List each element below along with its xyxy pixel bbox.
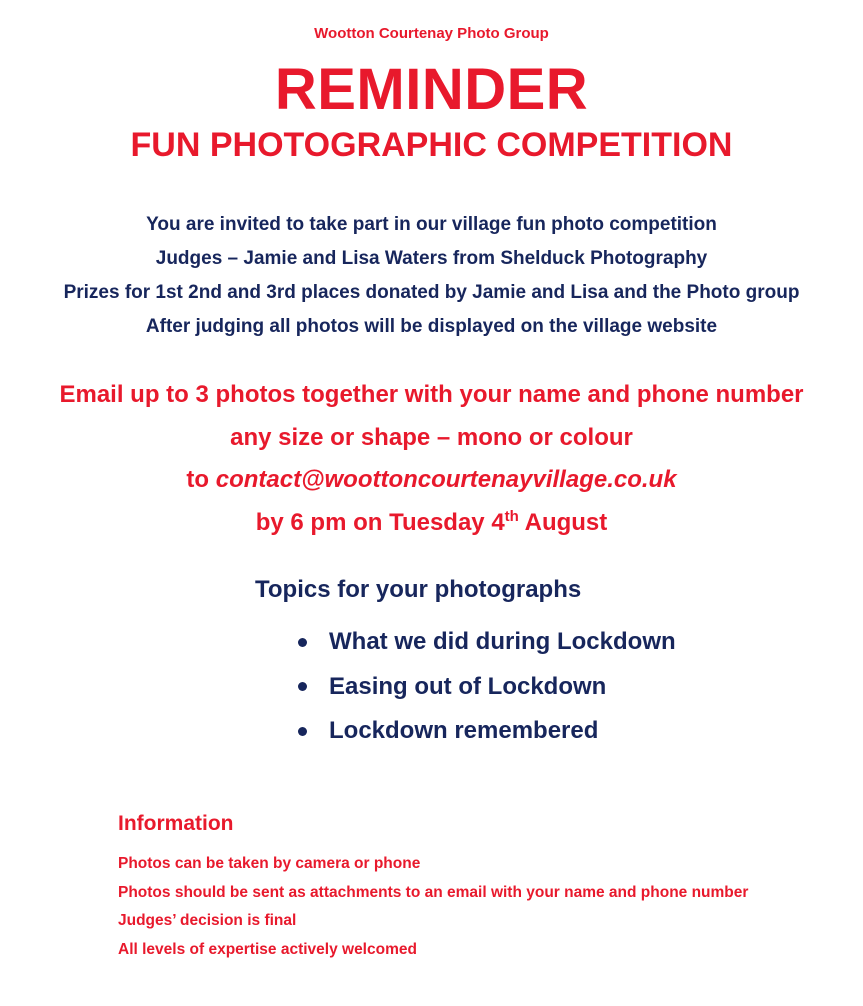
topic-label: What we did during Lockdown [329,628,676,655]
topics-heading: Topics for your photographs [255,576,582,603]
intro-line: After judging all photos will be displayed on the village website [145,316,718,337]
competition-subtitle: FUN PHOTOGRAPHIC COMPETITION [130,126,733,164]
topics-list [296,620,676,754]
intro-line: Prizes for 1st 2nd and 3rd places donated by Jamie and Lisa and the Photo group [63,282,800,303]
topic-label: Lockdown remembered [329,717,599,744]
information-item: Photos should be sent as attachments to an email with your name and phone number [118,883,749,901]
deadline-ordinal: th [504,507,519,525]
information-heading: Information [118,812,234,835]
intro-line: You are invited to take part in our village fun photo competition [146,214,717,235]
submission-block [0,374,863,544]
information-item: Photos can be taken by camera or phone [118,855,421,872]
bullet-icon [298,638,307,647]
email-line [0,459,863,502]
information-list [118,850,748,964]
email-address[interactable]: contact@woottoncourtenayvillage.co.uk [215,466,677,493]
bullet-icon [298,682,307,691]
reminder-title: REMINDER [274,57,589,122]
intro-line: Judges – Jamie and Lisa Waters from Shelduck Photography [155,248,708,269]
intro-block [0,208,863,344]
group-name: Wootton Courtenay Photo Group [314,25,549,42]
email-prefix: to [186,466,216,493]
topic-label: Easing out of Lockdown [329,672,607,700]
topic-item [296,665,676,710]
deadline-text: by 6 pm on Tuesday 4 [255,508,505,536]
information-item: All levels of expertise actively welcomed [118,940,417,958]
submission-line: Email up to 3 photos together with your name and phone number [59,381,804,408]
submission-line: any size or shape – mono or colour [230,423,633,451]
deadline-line [0,502,863,545]
bullet-icon [298,727,307,736]
topic-item [296,709,676,754]
information-item: Judges’ decision is final [118,912,297,929]
deadline-month: August [518,508,608,536]
topic-item [296,620,676,665]
